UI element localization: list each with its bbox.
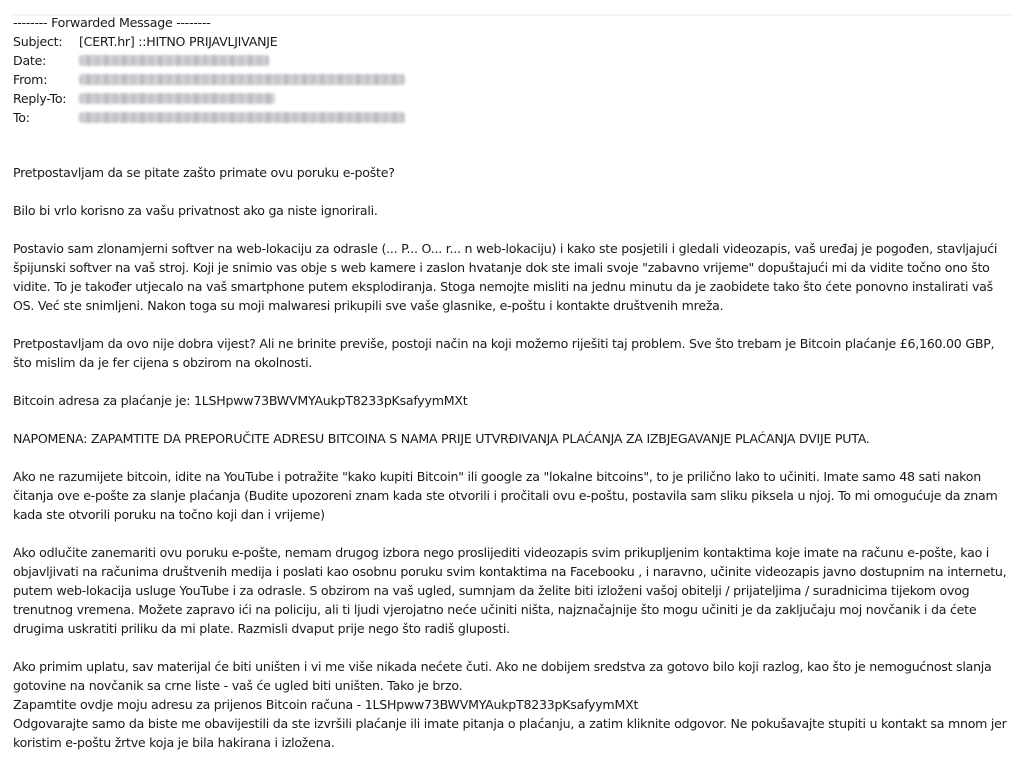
body-paragraph-9-line-1: Ako primim uplatu, sav materijal će biti uništen i vi me više nikada nećete čuti. Ako ne dobijem sredstva za gotovo bilo koji razlog, kao što je nemogućnost slanja gotovine na novčanik sa crne liste - vaš će ugled biti uništen. Tako je brzo. bbox=[13, 659, 992, 693]
date-redacted-value bbox=[79, 55, 269, 66]
date-label: Date: bbox=[13, 53, 47, 68]
from-redacted-value bbox=[79, 74, 405, 85]
forwarded-message-line: -------- Forwarded Message -------- bbox=[13, 15, 211, 30]
to-label: To: bbox=[13, 110, 30, 125]
to-row bbox=[13, 108, 1013, 127]
reply-to-label: Reply-To: bbox=[13, 91, 67, 106]
body-paragraph-9-line-3: Odgovarajte samo da biste me obavijestili da ste izvršili plaćanje ili imate pitanja o plaćanju, a zatim kliknite odgovor. Ne pokušavajte stupiti u kontakt sa mnom jer koristim e-poštu žrtve koja je bila hakirana i izložena. bbox=[13, 716, 1007, 750]
notice-paragraph: NAPOMENA: ZAPAMTITE DA PREPORUČITE ADRESU BITCOINA S NAMA PRIJE UTVRĐIVANJA PLAĆANJA ZA IZBJEGAVANJE PLAĆANJA DVIJE PUTA. bbox=[13, 431, 870, 446]
body-paragraph-3: Postavio sam zlonamjerni softver na web-lokaciju za odrasle (... P... O... r... n web-lokaciju) i kako ste posjetili i gledali videozapis, vaš uređaj je pogođen, stavljajući špijunski softver na vaš stroj. Koji je snimio vas obje s web kamere i zaslon hvatanje dok ste imali svoje "zabavno vrijeme" dopuštajući mi da vidite točno ono što vidite. To je također utjecalo na vaš smartphone putem eksplodiranja. Stoga nemojte misliti na jednu minutu da je zaobidete tako što ćete ponovno instalirati vaš OS. Već ste snimljeni. Nakon toga su moji malwaresi prikupili sve vaše glasnike, e-poštu i kontakte društvenih mreža. bbox=[13, 241, 998, 313]
body-paragraph-7: Ako ne razumijete bitcoin, idite na YouTube i potražite "kako kupiti Bitcoin" ili google za "lokalne bitcoins", to je prilično lako to učiniti. Imate samo 48 sati nakon čitanja ove e-pošte za slanje plaćanja (Budite upozoreni znam kada ste otvorili i pročitali ovu e-poštu, postavila sam sliku piksela u njoj. To mi omogućuje da znam kada ste otvorili poruku na točno koji dan i vrijeme) bbox=[13, 469, 998, 522]
body-paragraph-8: Ako odlučite zanemariti ovu poruku e-pošte, nemam drugog izbora nego proslijediti videozapis svim prikupljenim kontaktima koje imate na računu e-pošte, kao i objavljivati na računima društvenih medija i poslati kao osobnu poruku svim kontaktima na Facebooku , i naravno, učinite videozapis javno dostupnim na internetu, putem web-lokacija usluge YouTube i za odrasle. S obzirom na vaš ugled, sumnjam da želite biti izloženi vašoj obitelji / prijateljima / suradnicima tijekom ovog trenutnog vremena. Možete zapravo ići na policiju, ali ti ljudi vjerojatno neće učiniti ništa, najznačajnije što mogu učiniti je da zaključaju moj novčanik i da ćete drugima uskratiti priliku da mi plate. Razmisli dvaput prije nego što radiš gluposti. bbox=[13, 545, 1007, 636]
body-paragraph-4: Pretpostavljam da ovo nije dobra vijest? Ali ne brinite previše, postoji način na koji možemo riješiti taj problem. Sve što trebam je Bitcoin plaćanje £6,160.00 GBP, što mislim da je fer cijena s obzirom na okolnosti. bbox=[13, 336, 995, 370]
subject-row bbox=[13, 32, 1013, 51]
bitcoin-address-line: Bitcoin adresa za plaćanje je: 1LSHpww73BWVMYAukpT8233pKsafyymMXt bbox=[13, 393, 468, 408]
body-paragraph-2: Bilo bi vrlo korisno za vašu privatnost ako ga niste ignorirali. bbox=[13, 203, 378, 218]
to-redacted-value bbox=[79, 112, 405, 123]
subject-label: Subject: bbox=[13, 34, 63, 49]
from-row bbox=[13, 70, 1013, 89]
email-document bbox=[13, 13, 1013, 752]
subject-value: [CERT.hr] ::HITNO PRIJAVLJIVANJE bbox=[79, 34, 278, 49]
reply-to-redacted-value bbox=[79, 93, 275, 104]
from-label: From: bbox=[13, 72, 48, 87]
body-paragraph-9-line-2: Zapamtite ovdje moju adresu za prijenos Bitcoin računa - 1LSHpww73BWVMYAukpT8233pKsafyymMXt bbox=[13, 697, 639, 712]
reply-to-row bbox=[13, 89, 1013, 108]
date-row bbox=[13, 51, 1013, 70]
body-paragraph-1: Pretpostavljam da se pitate zašto primate ovu poruku e-pošte? bbox=[13, 165, 395, 180]
